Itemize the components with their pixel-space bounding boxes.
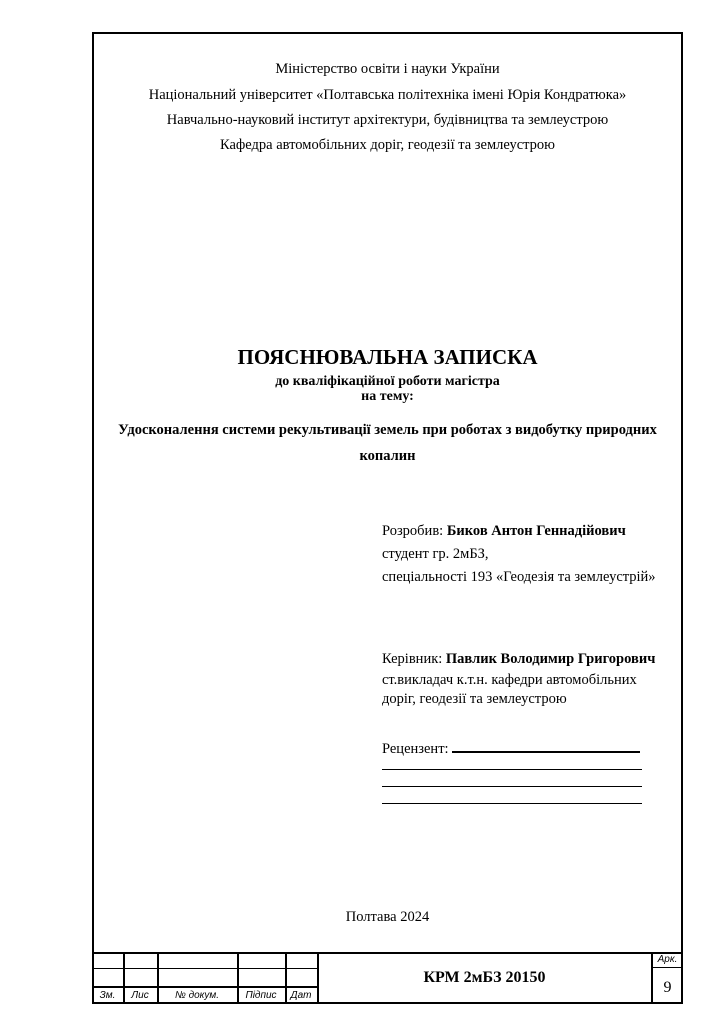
department-line: Кафедра автомобільних доріг, геодезії та землеустрою bbox=[219, 137, 555, 153]
stamp-label-doc: № докум. bbox=[174, 990, 220, 1001]
title-subline-2: на тему: bbox=[361, 389, 414, 404]
title-subline-1: до кваліфікаційної роботи магістра bbox=[275, 374, 500, 389]
reviewer-blank-line-3 bbox=[382, 803, 642, 804]
stamp-top-border bbox=[92, 952, 683, 954]
supervisor-name: Павлик Володимир Григорович bbox=[445, 651, 656, 667]
reviewer-blank-line-2 bbox=[382, 786, 642, 787]
supervisor-position-2: доріг, геодезії та землеустрою bbox=[382, 691, 567, 707]
page-frame bbox=[92, 32, 683, 1004]
stamp-sheet-row bbox=[651, 967, 683, 968]
stamp-label-zm: Зм. bbox=[99, 990, 116, 1001]
document-code: КРМ 2мБЗ 20150 bbox=[423, 969, 546, 986]
institute-line: Навчально-науковий інститут архітектури, будівництва та землеустрою bbox=[166, 112, 609, 128]
university-line: Національний університет «Полтавська політехніка імені Юрія Кондратюка» bbox=[148, 87, 627, 103]
reviewer-label: Рецензент: bbox=[382, 741, 449, 757]
author-name: Биков Антон Геннадійович bbox=[446, 523, 626, 539]
supervisor-line bbox=[382, 650, 655, 668]
ministry-line: Міністерство освіти і науки України bbox=[275, 61, 500, 77]
stamp-label-sign: Підпис bbox=[245, 990, 277, 1001]
author-group: студент гр. 2мБЗ, bbox=[382, 546, 489, 562]
sheet-label: Арк. bbox=[657, 954, 678, 965]
city-year: Полтава 2024 bbox=[345, 909, 430, 925]
sheet-number: 9 bbox=[663, 979, 672, 996]
stamp-label-date: Дат bbox=[290, 990, 312, 1001]
reviewer-line bbox=[382, 737, 640, 758]
topic-line-1: Удосконалення системи рекультивації земель при роботах з видобутку природних bbox=[118, 422, 657, 438]
reviewer-blank-line-1 bbox=[382, 769, 642, 770]
title-block bbox=[92, 952, 683, 1004]
author-line bbox=[382, 522, 626, 540]
supervisor-label: Керівник: bbox=[382, 651, 443, 667]
document-title: ПОЯСНЮВАЛЬНА ЗАПИСКА bbox=[237, 345, 538, 369]
stamp-label-lys: Лис bbox=[131, 990, 149, 1001]
topic-line-2: копалин bbox=[359, 448, 416, 464]
reviewer-name-blank bbox=[452, 737, 640, 753]
supervisor-position-1: ст.викладач к.т.н. кафедри автомобільних bbox=[382, 672, 637, 688]
author-specialty: спеціальності 193 «Геодезія та землеустрій» bbox=[382, 569, 656, 585]
author-label: Розробив: bbox=[382, 523, 444, 539]
